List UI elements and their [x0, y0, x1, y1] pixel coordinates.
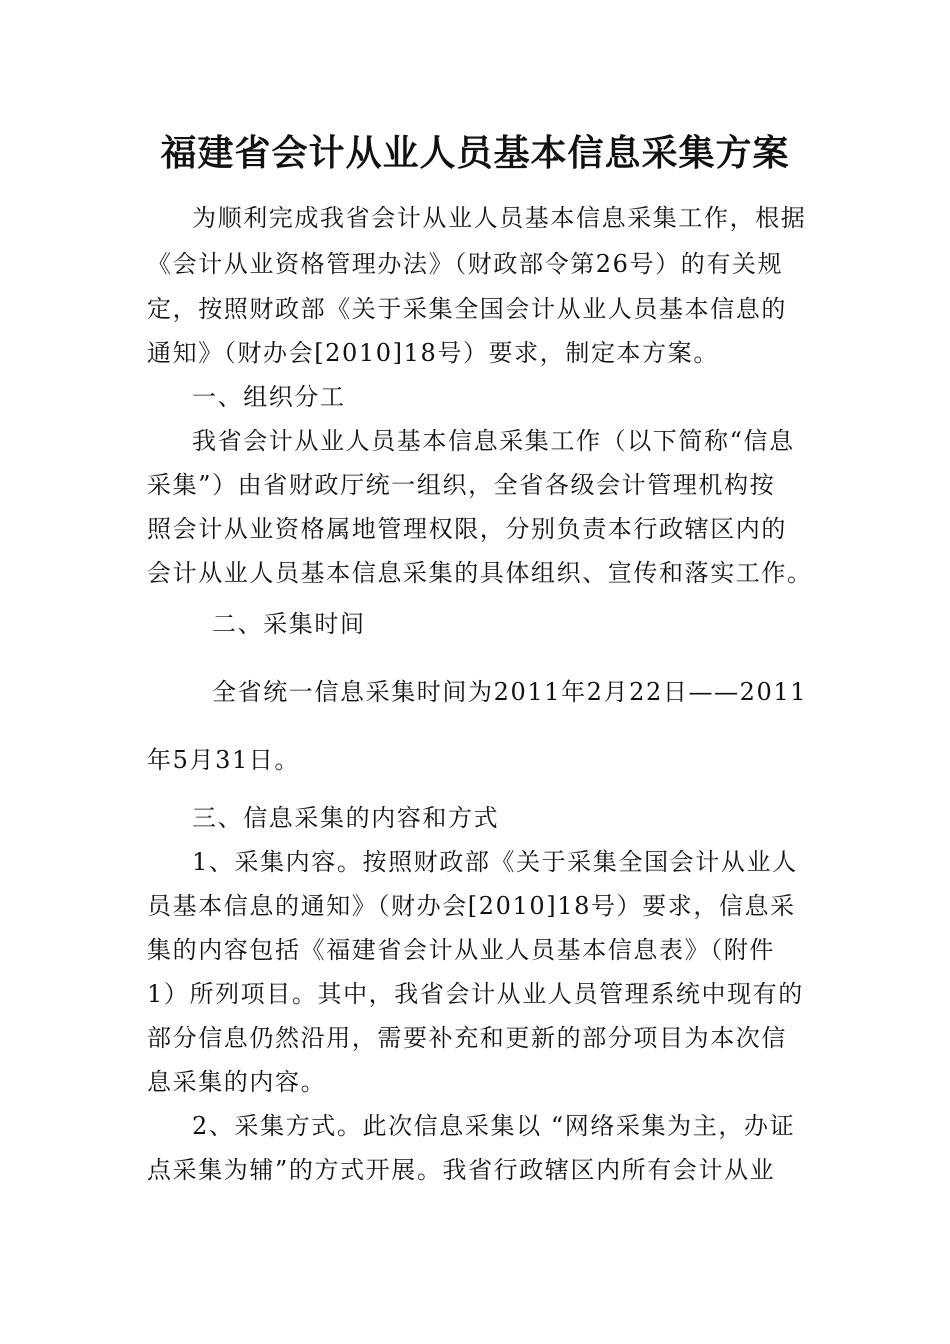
- paragraph-line: 员基本信息的通知》（财办会[2010]18号）要求，信息采: [147, 892, 796, 920]
- section-heading: 一、组织分工: [192, 383, 346, 411]
- paragraph-line: 1、采集内容。按照财政部《关于采集全国会计从业人: [192, 848, 798, 876]
- paragraph-line: 部分信息仍然沿用，需要补充和更新的部分项目为本次信: [147, 1024, 787, 1052]
- paragraph-line: 会计从业人员基本信息采集的具体组织、宣传和落实工作。: [147, 559, 813, 587]
- document-title: 福建省会计从业人员基本信息采集方案: [160, 133, 790, 174]
- paragraph-line: 2、采集方式。此次信息采集以 “网络采集为主，办证: [192, 1112, 796, 1140]
- paragraph-line: 为顺利完成我省会计从业人员基本信息采集工作，根据: [192, 204, 807, 232]
- paragraph-line: 我省会计从业人员基本信息采集工作（以下简称“信息: [192, 427, 795, 455]
- paragraph-line: 全省统一信息采集时间为2011年2月22日——2011: [212, 678, 808, 706]
- section-heading: 三、信息采集的内容和方式: [192, 804, 500, 832]
- paragraph-line: 1）所列项目。其中，我省会计从业人员管理系统中现有的: [147, 980, 804, 1008]
- paragraph-line: 集的内容包括《福建省会计从业人员基本信息表》（附件: [147, 936, 775, 964]
- paragraph-line: 点采集为辅”的方式开展。我省行政辖区内所有会计从业: [147, 1156, 776, 1184]
- paragraph-line: 采集”）由省财政厅统一组织，全省各级会计管理机构按: [147, 471, 776, 499]
- paragraph-line: 照会计从业资格属地管理权限，分别负责本行政辖区内的: [147, 515, 787, 543]
- paragraph-line: 《会计从业资格管理办法》（财政部令第26号）的有关规: [147, 250, 784, 278]
- paragraph-line: 息采集的内容。: [147, 1068, 327, 1096]
- paragraph-line: 通知》（财办会[2010]18号）要求，制定本方案。: [147, 339, 719, 367]
- section-heading: 二、采集时间: [212, 610, 366, 638]
- paragraph-line: 年5月31日。: [147, 746, 301, 774]
- paragraph-line: 定，按照财政部《关于采集全国会计从业人员基本信息的: [147, 295, 787, 323]
